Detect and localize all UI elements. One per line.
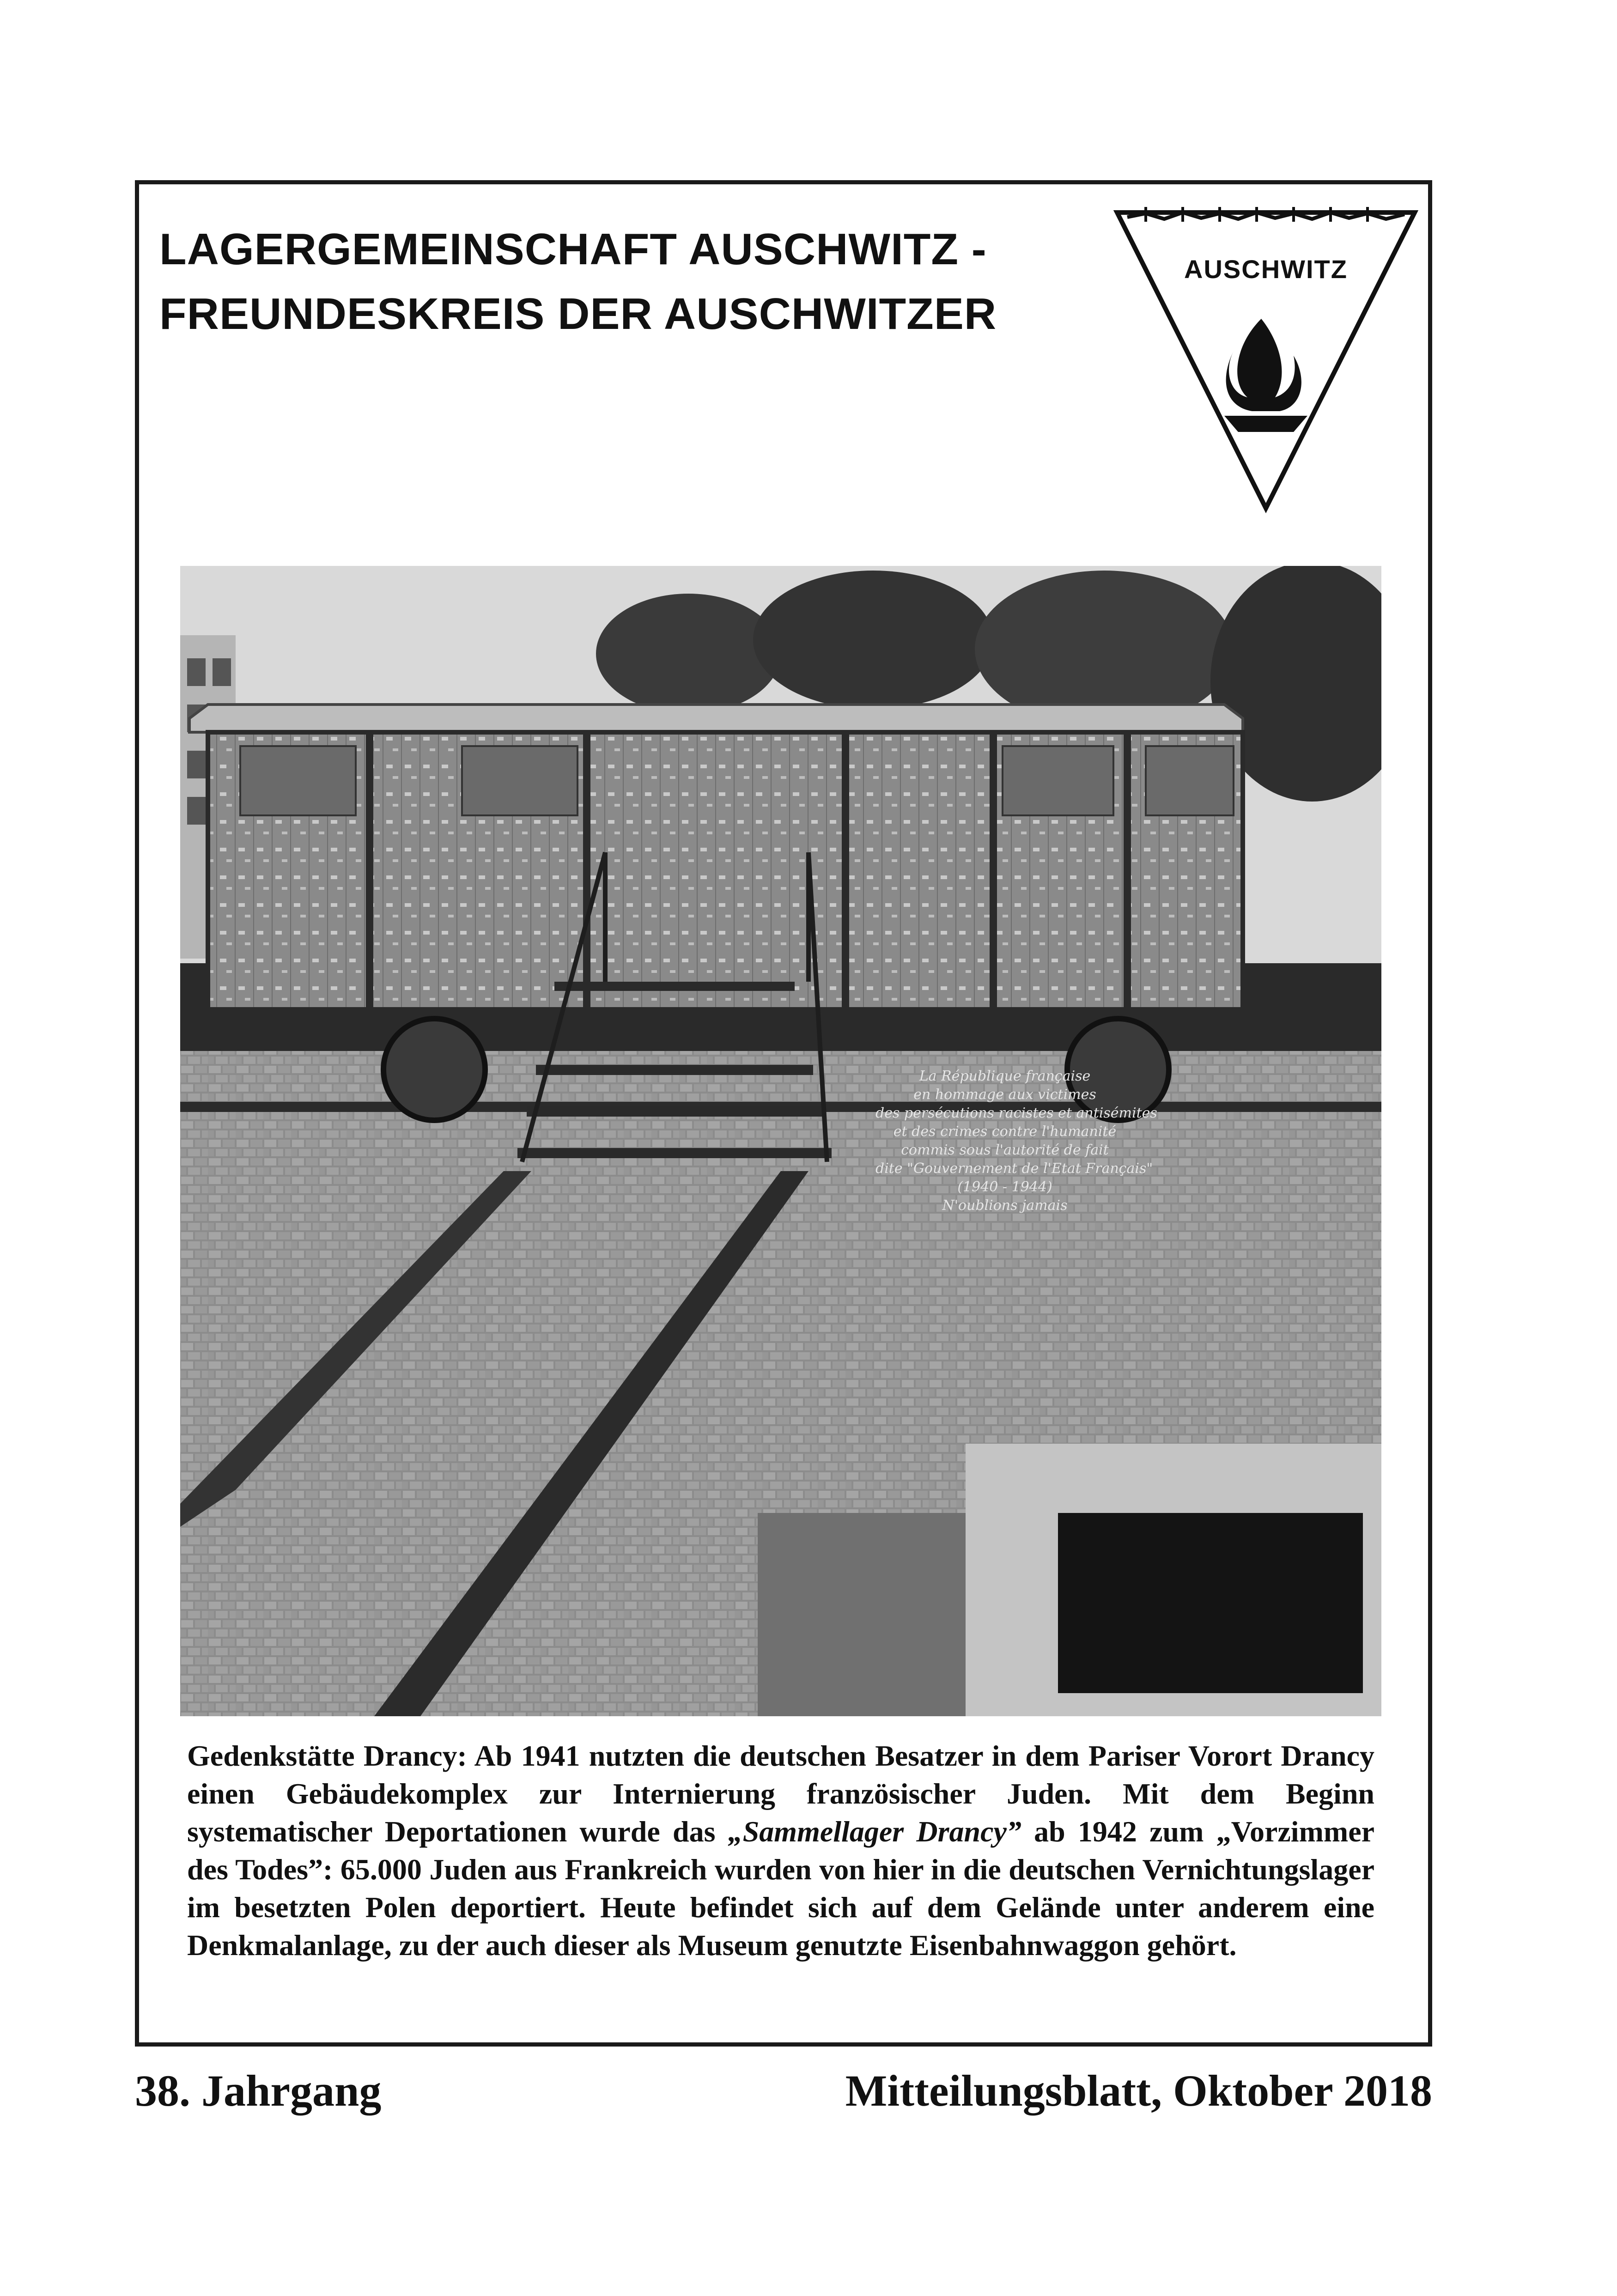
caption-text-2: ab 1942 zum „Vorzimmer des Todes”: 65.000 Juden aus Frankreich wurden von hier in die deutschen Vernichtungslager im besetzten Polen deportiert. Heute befindet sich auf dem Gelände unter anderem eine Denkmalanlage, zu der auch dieser als Museum genutzte Eisenbahnwaggon gehört. — [187, 1815, 1375, 1962]
plaque-line: en hommage aux victimes — [913, 1087, 1096, 1103]
caption-text-1: Gedenkstätte Drancy: Ab 1941 nutzten die deutschen Besatzer in dem Pariser Vorort Drancy einen Gebäudekomplex zur Internierung französischer Juden. Mit dem Beginn systematischer Deportationen wurde das — [187, 1739, 1374, 1848]
railway-wagon-image — [180, 566, 1381, 1716]
flame-triangle-icon — [1109, 203, 1423, 517]
plaque-line: et des crimes contre l'humanité — [893, 1124, 1117, 1140]
title-line-2: FREUNDESKREIS DER AUSCHWITZER — [159, 289, 997, 339]
memorial-plaque-inscription — [875, 1067, 1157, 1215]
plaque-line: commis sous l'autorité de fait — [901, 1142, 1109, 1158]
caption-italic-name: „Sammellager Drancy” — [728, 1815, 1021, 1848]
plaque-line: (1940 - 1944) — [957, 1179, 1052, 1195]
plaque-line: La République française — [919, 1068, 1091, 1084]
plaque-line: N'oublions jamais — [942, 1197, 1068, 1214]
publication-title — [159, 217, 1083, 346]
volume-label: 38. Jahrgang — [135, 2066, 382, 2115]
drancy-memorial-photo — [180, 566, 1381, 1716]
plaque-line: dite "Gouvernement de l'Etat Français" — [875, 1160, 1153, 1177]
auschwitz-logo — [1109, 203, 1423, 517]
title-line-1: LAGERGEMEINSCHAFT AUSCHWITZ - — [159, 225, 987, 274]
logo-label: AUSCHWITZ — [1184, 255, 1348, 284]
photo-caption — [187, 1737, 1374, 1964]
issue-date-label: Mitteilungsblatt, Oktober 2018 — [845, 2066, 1432, 2115]
plaque-line: des persécutions racistes et antisémites — [875, 1105, 1157, 1121]
